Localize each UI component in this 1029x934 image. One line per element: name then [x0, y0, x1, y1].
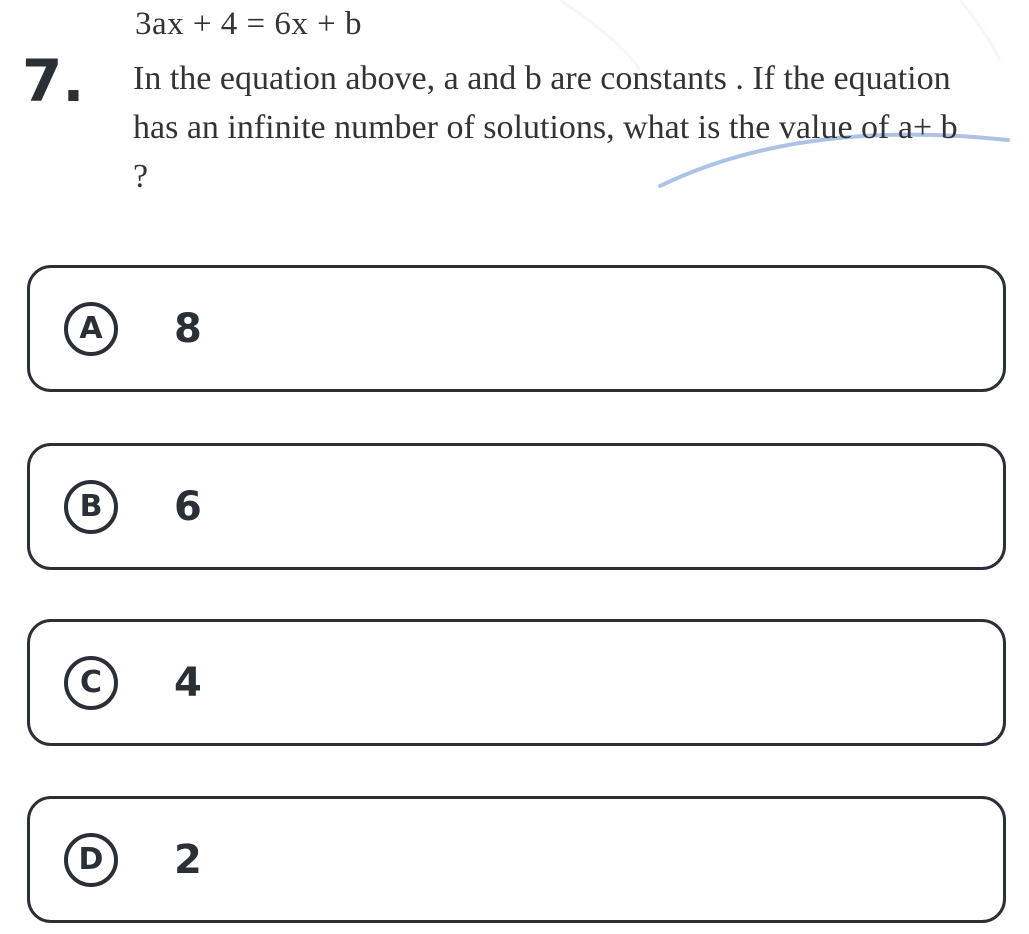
option-c-value: 4	[174, 659, 202, 706]
question-number: 7.	[22, 47, 85, 115]
option-d-letter-badge: D	[64, 833, 118, 887]
option-c-letter-badge: C	[64, 656, 118, 710]
option-b-letter-badge: B	[64, 480, 118, 534]
option-b[interactable]	[27, 443, 1006, 570]
question-text: In the equation above, a and b are constants . If the equation has an infinite number of solutions, what is the value of a+ b ?	[133, 60, 958, 195]
option-b-value: 6	[174, 483, 202, 530]
option-d-value: 2	[174, 836, 202, 883]
option-d[interactable]	[27, 796, 1006, 923]
question-equation: 3ax + 4 = 6x + b	[135, 6, 362, 42]
option-c[interactable]	[27, 619, 1006, 746]
option-a-letter-badge: A	[64, 302, 118, 356]
option-a[interactable]	[27, 265, 1006, 392]
option-a-value: 8	[174, 305, 202, 352]
